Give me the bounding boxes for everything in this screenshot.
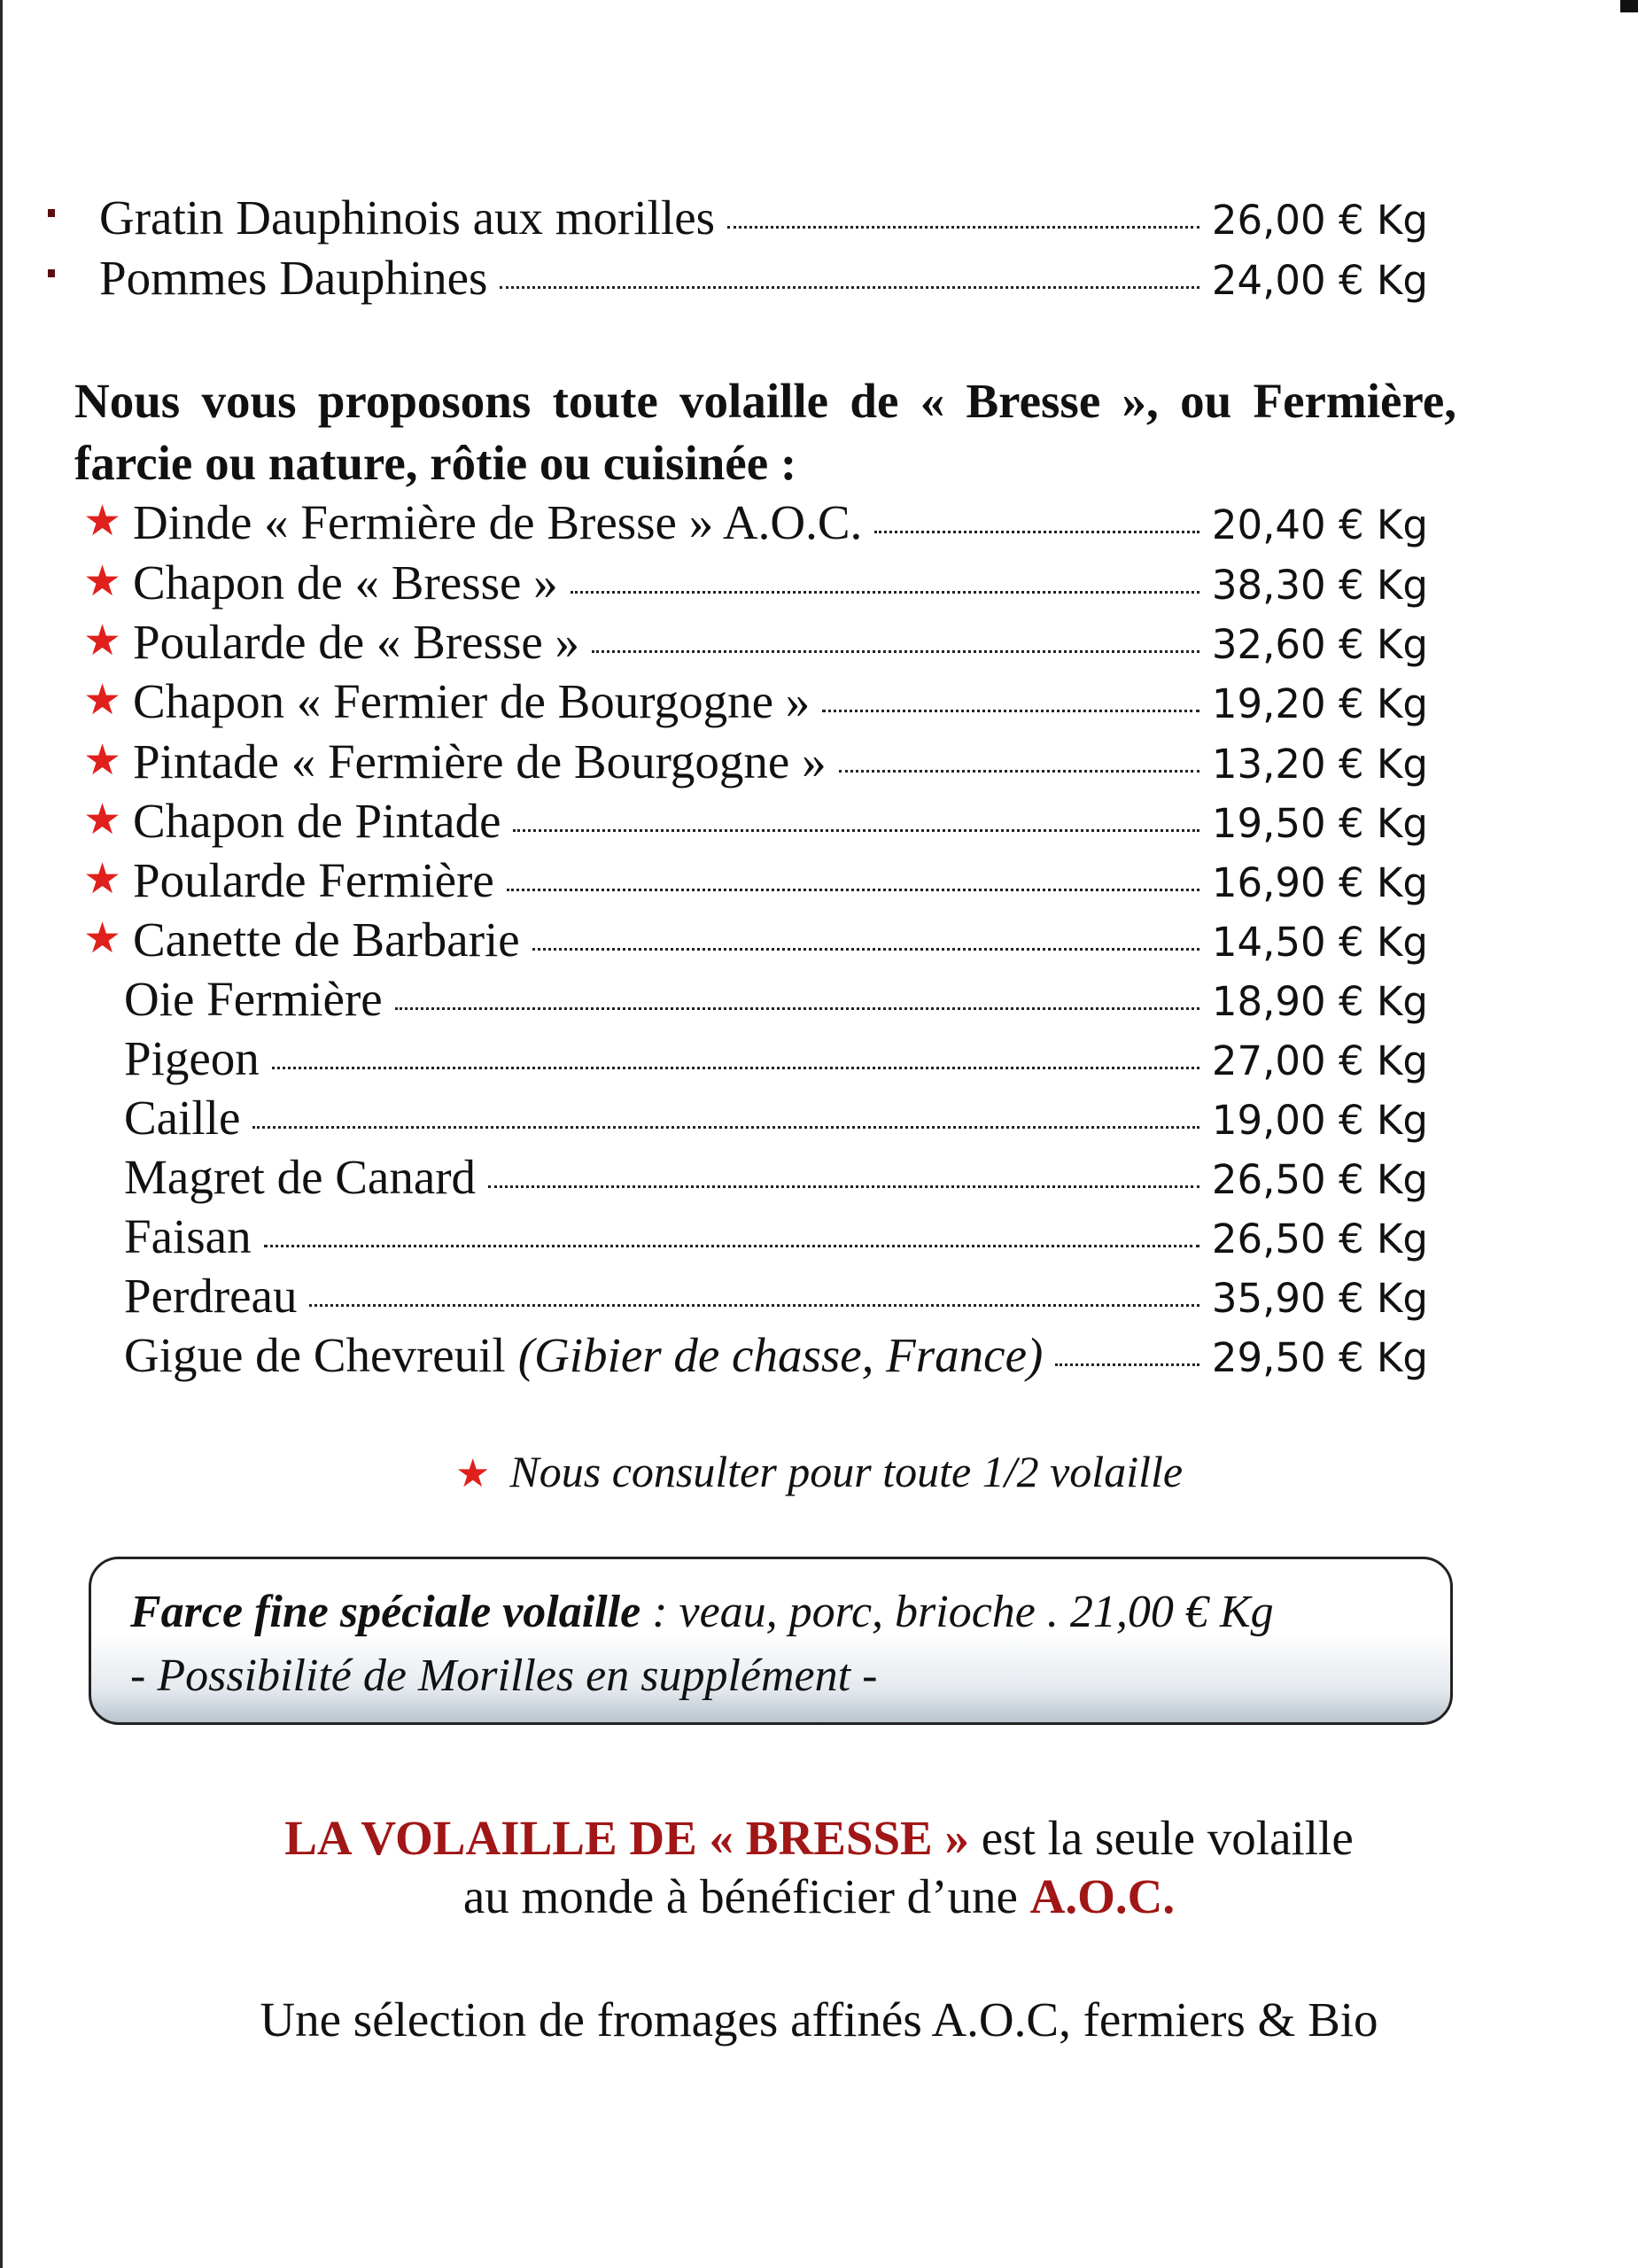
leader-dots	[571, 591, 1199, 594]
red-star-icon: ★	[454, 1451, 491, 1496]
aoc-text-1: est la seule volaille	[969, 1811, 1354, 1865]
item-name: Perdreau	[124, 1269, 298, 1323]
leader-dots	[532, 948, 1199, 951]
leader-dots	[395, 1007, 1199, 1010]
list-item	[124, 1328, 1428, 1382]
red-star-icon: ★	[83, 735, 122, 785]
scan-edge	[0, 0, 3, 2268]
aoc-line-2	[0, 1868, 1638, 1926]
item-price: 26,50 € Kg	[1211, 1156, 1428, 1203]
item-name: Faisan	[124, 1209, 252, 1263]
poultry-intro: Nous vous proposons toute volaille de « Bresse », ou Fermière, farcie ou nature, rôtie ou cuisinée :	[74, 374, 1456, 490]
item-name: Pommes Dauphines	[99, 251, 488, 305]
aoc-statement	[0, 1809, 1638, 1926]
stuffing-details: : veau, porc, brioche . 21,00 € Kg	[640, 1587, 1274, 1637]
red-star-icon: ★	[83, 913, 122, 963]
leader-dots	[272, 1067, 1199, 1069]
leader-dots	[874, 531, 1199, 533]
list-item	[124, 1091, 1428, 1145]
scan-mark	[1620, 0, 1638, 12]
item-price: 19,50 € Kg	[1211, 800, 1428, 847]
red-star-icon: ★	[83, 675, 122, 725]
item-price: 38,30 € Kg	[1211, 562, 1428, 609]
stuffing-line	[130, 1586, 1274, 1638]
item-price: 24,00 € Kg	[1211, 257, 1428, 304]
half-poultry-note	[0, 1446, 1638, 1497]
item-name: Caille	[124, 1091, 241, 1145]
consult-text: Nous consulter pour toute 1/2 volaille	[509, 1447, 1184, 1496]
leader-dots	[264, 1245, 1199, 1247]
item-name: Dinde « Fermière de Bresse » A.O.C.	[133, 495, 863, 549]
aoc-red-tail: A.O.C.	[1029, 1869, 1176, 1923]
item-price: 27,00 € Kg	[1211, 1037, 1428, 1084]
item-price: 32,60 € Kg	[1211, 621, 1428, 668]
aoc-text-2: au monde à bénéficier d’une	[462, 1869, 1030, 1923]
item-price: 20,40 € Kg	[1211, 501, 1428, 548]
leader-dots	[252, 1126, 1199, 1129]
stuffing-box	[89, 1557, 1453, 1725]
leader-dots	[500, 286, 1199, 289]
list-item	[124, 1269, 1428, 1323]
leader-dots	[592, 650, 1199, 653]
stuffing-note: - Possibilité de Morilles en supplément -	[130, 1651, 878, 1701]
item-price: 16,90 € Kg	[1211, 859, 1428, 906]
leader-dots	[513, 829, 1199, 832]
leader-dots	[488, 1185, 1199, 1188]
item-name: Chapon de Pintade	[133, 794, 501, 848]
item-price: 13,20 € Kg	[1211, 741, 1428, 788]
item-name: Magret de Canard	[124, 1150, 477, 1204]
item-note: (Gibier de chasse, France)	[517, 1328, 1044, 1382]
leader-dots	[839, 770, 1199, 773]
red-star-icon: ★	[83, 854, 122, 904]
item-name: Oie Fermière	[124, 972, 383, 1026]
list-item	[99, 190, 1428, 245]
leader-dots	[507, 889, 1199, 891]
leader-dots	[309, 1304, 1199, 1307]
list-item	[124, 1209, 1428, 1263]
list-item	[133, 674, 1428, 728]
item-price: 14,50 € Kg	[1211, 919, 1428, 966]
item-price: 19,00 € Kg	[1211, 1097, 1428, 1144]
list-item	[124, 1150, 1428, 1204]
item-price: 35,90 € Kg	[1211, 1275, 1428, 1322]
item-name: Gratin Dauphinois aux morilles	[99, 190, 716, 245]
list-item	[133, 615, 1428, 669]
square-bullet-icon	[48, 269, 55, 277]
red-star-icon: ★	[83, 556, 122, 606]
item-name: Poularde Fermière	[133, 853, 494, 907]
item-name: Gigue de Chevreuil	[124, 1328, 506, 1382]
cheese-selection: Une sélection de fromages affinés A.O.C, fermiers & Bio	[260, 1992, 1378, 2047]
item-name: Pintade « Fermière de Bourgogne »	[133, 734, 827, 788]
item-price: 18,90 € Kg	[1211, 978, 1428, 1025]
aoc-line-1	[0, 1809, 1638, 1868]
item-name: Chapon de « Bresse »	[133, 555, 558, 610]
item-name: Chapon « Fermier de Bourgogne »	[133, 674, 811, 728]
list-item	[124, 1031, 1428, 1085]
list-item	[133, 794, 1428, 848]
stuffing-title: Farce fine spéciale volaille	[130, 1587, 641, 1637]
list-item	[99, 251, 1428, 305]
list-item	[133, 734, 1428, 788]
red-star-icon: ★	[83, 616, 122, 665]
red-star-icon: ★	[83, 496, 122, 546]
item-price: 19,20 € Kg	[1211, 680, 1428, 727]
leader-dots	[822, 710, 1199, 712]
list-item	[133, 913, 1428, 967]
leader-dots	[727, 226, 1199, 229]
list-item	[124, 972, 1428, 1026]
list-item	[133, 495, 1428, 549]
leader-dots	[1055, 1363, 1199, 1366]
red-star-icon: ★	[83, 795, 122, 844]
item-name: Poularde de « Bresse »	[133, 615, 580, 669]
item-price: 26,00 € Kg	[1211, 197, 1428, 244]
list-item	[133, 853, 1428, 907]
square-bullet-icon	[48, 209, 55, 217]
item-price: 29,50 € Kg	[1211, 1334, 1428, 1381]
item-name: Canette de Barbarie	[133, 913, 520, 967]
list-item	[133, 555, 1428, 610]
item-name: Pigeon	[124, 1031, 260, 1085]
item-price: 26,50 € Kg	[1211, 1216, 1428, 1262]
aoc-red-lead: LA VOLAILLE DE « BRESSE »	[284, 1811, 969, 1865]
